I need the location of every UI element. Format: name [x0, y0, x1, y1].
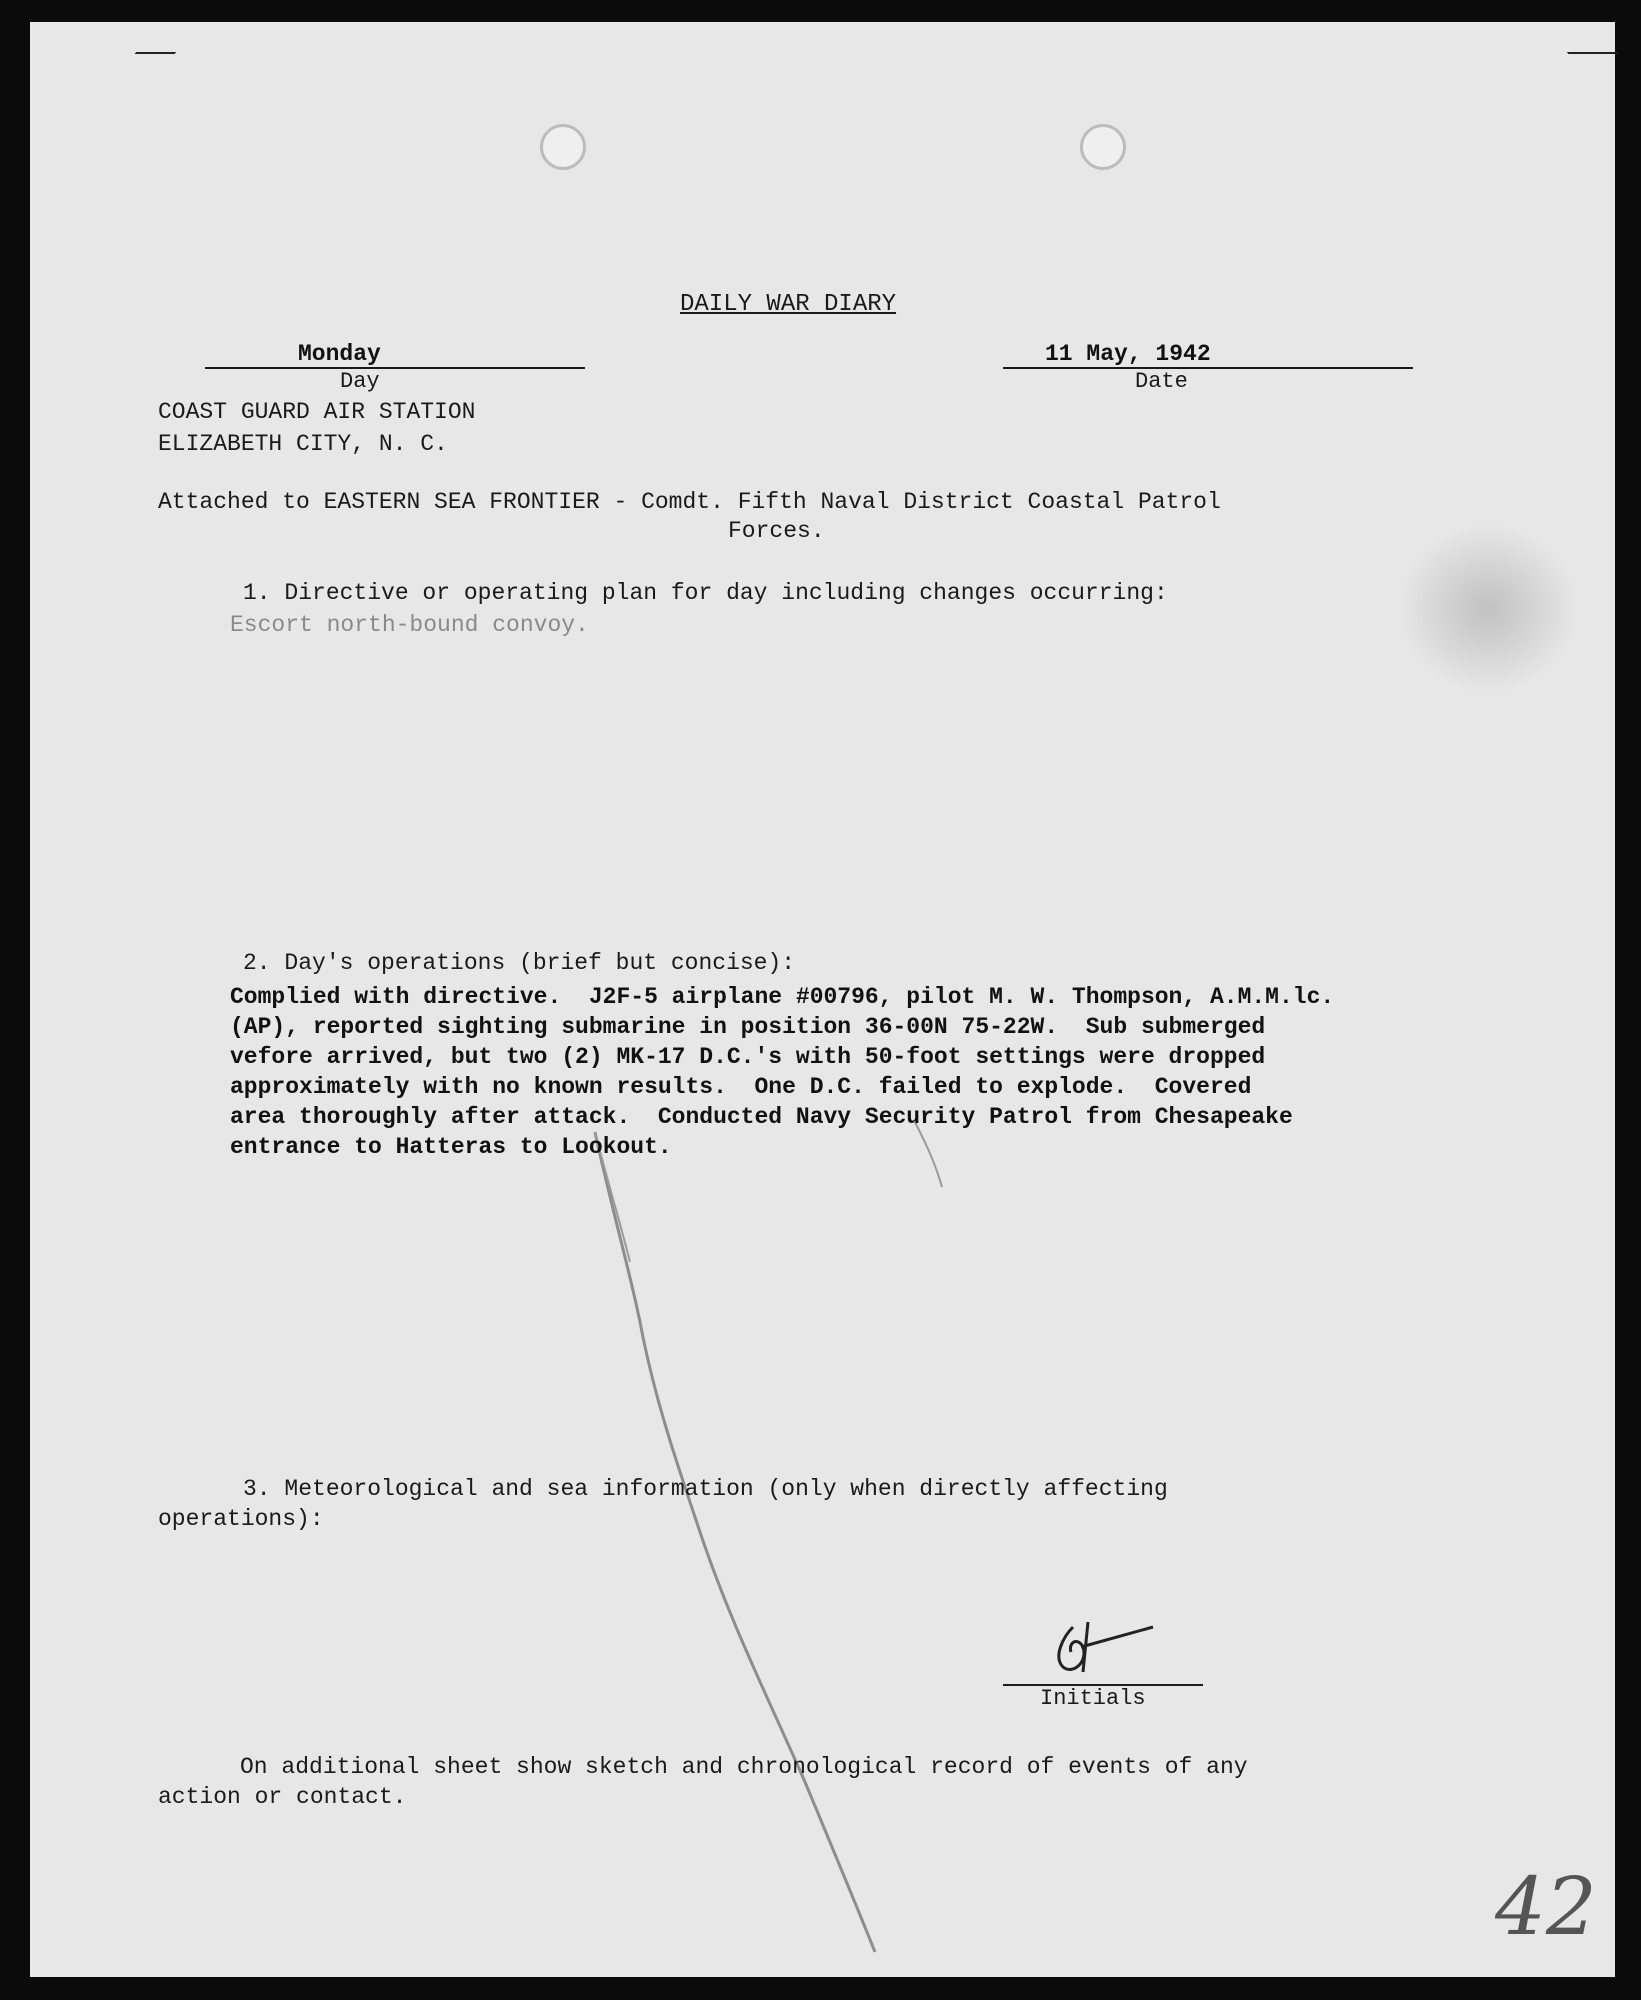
section3-line-1: 3. Meteorological and sea information (only when directly affecting [243, 1476, 1168, 1502]
attached-line-1: Attached to EASTERN SEA FRONTIER - Comdt. Fifth Naval District Coastal Patrol [158, 489, 1221, 515]
document-title: DAILY WAR DIARY [680, 291, 897, 318]
attached-line-2: Forces. [728, 518, 825, 544]
section1-body: Escort north-bound convoy. [230, 612, 589, 638]
date-underline [1003, 367, 1413, 369]
paper-tab-left [135, 22, 202, 54]
page-number: 42 [1495, 1860, 1597, 1953]
document-sheet [30, 22, 1615, 1977]
section2-line: entrance to Hatteras to Lookout. [230, 1134, 672, 1160]
day-underline [205, 367, 585, 369]
day-label: Day [340, 369, 380, 394]
day-value: Monday [298, 341, 381, 367]
section2-line: vefore arrived, but two (2) MK-17 D.C.'s with 50-foot settings were dropped [230, 1044, 1266, 1070]
punch-hole-right [1080, 124, 1126, 170]
footer-line-1: On additional sheet show sketch and chronological record of events of any [240, 1754, 1248, 1780]
date-label: Date [1135, 369, 1188, 394]
station-name: COAST GUARD AIR STATION [158, 399, 476, 425]
initials-label: Initials [1040, 1686, 1146, 1711]
section2-line: approximately with no known results. One D.C. failed to explode. Covered [230, 1074, 1252, 1100]
paper-tab-right [1542, 22, 1619, 54]
footer-line-2: action or contact. [158, 1784, 407, 1810]
section2-heading: 2. Day's operations (brief but concise): [243, 950, 796, 976]
station-location: ELIZABETH CITY, N. C. [158, 431, 448, 457]
section3-line-2: operations): [158, 1506, 324, 1532]
section2-body [230, 982, 1334, 1162]
section2-line: (AP), reported sighting submarine in position 36-00N 75-22W. Sub submerged [230, 1014, 1266, 1040]
punch-hole-left [540, 124, 586, 170]
section2-line: Complied with directive. J2F-5 airplane #00796, pilot M. W. Thompson, A.M.M.lc. [230, 984, 1335, 1010]
section1-heading: 1. Directive or operating plan for day including changes occurring: [243, 580, 1168, 606]
date-value: 11 May, 1942 [1045, 341, 1211, 367]
section2-line: area thoroughly after attack. Conducted Navy Security Patrol from Chesapeake [230, 1104, 1293, 1130]
initials-signature [1033, 1617, 1183, 1677]
